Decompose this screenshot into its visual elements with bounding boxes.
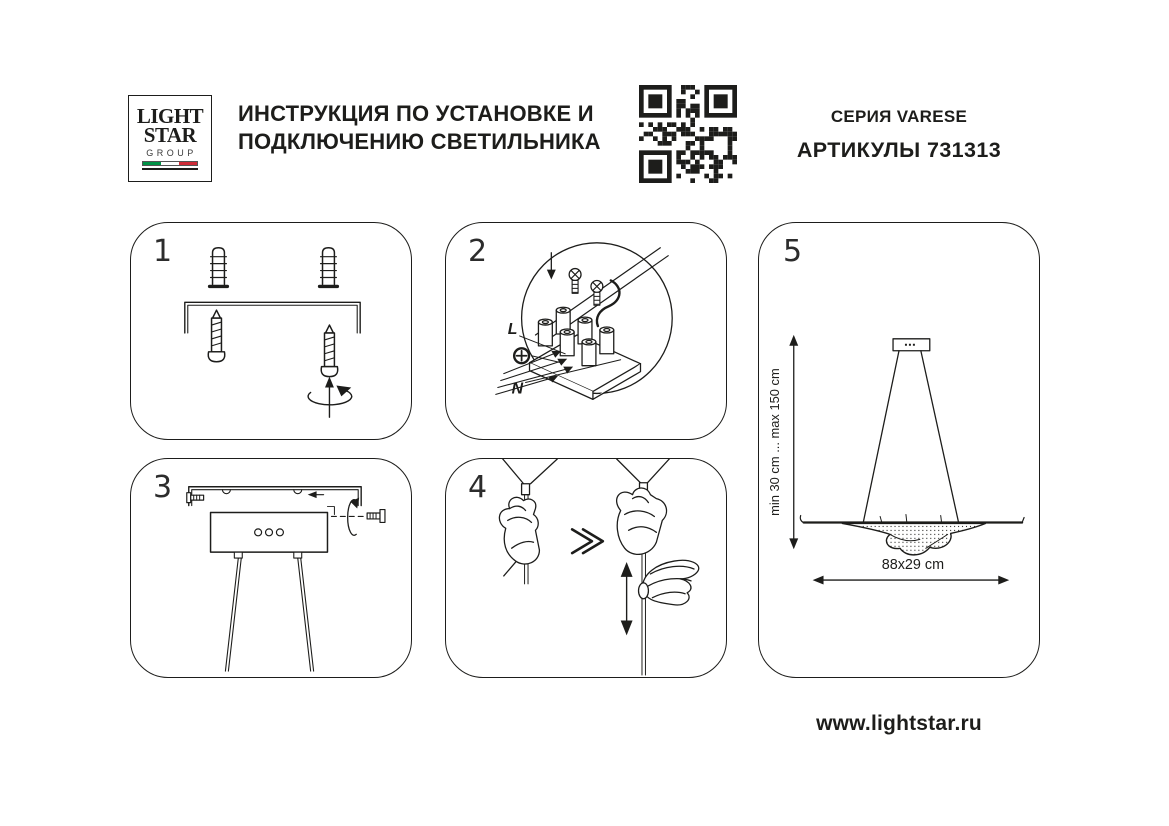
ground-icon	[514, 348, 529, 363]
step-1-number: 1	[153, 234, 173, 269]
italian-flag-icon	[142, 161, 198, 166]
title-line1: ИНСТРУКЦИЯ ПО УСТАНОВКЕ И	[238, 101, 594, 126]
label-live: L	[507, 320, 518, 338]
size-label: 88x29 cm	[881, 557, 945, 574]
width-dimension	[813, 557, 1010, 584]
step-1-panel	[130, 222, 412, 440]
page-title	[238, 100, 601, 156]
article-label: АРТИКУЛЫ 731313	[796, 138, 1002, 162]
series-label: СЕРИЯ VARESE	[830, 107, 968, 126]
step-5-drawing	[759, 223, 1039, 677]
mounting-bracket-icon	[189, 487, 361, 506]
down-arrow-icon	[547, 253, 556, 280]
step-3-panel	[130, 458, 412, 678]
step-4-panel	[445, 458, 727, 678]
step-4-number: 4	[468, 470, 488, 505]
step-1-drawing	[131, 223, 411, 439]
qr-code	[638, 85, 738, 183]
screw-icon	[591, 280, 603, 305]
logo-line1: LIGHT	[136, 104, 204, 128]
cloth-icon	[639, 560, 699, 605]
rotate-arrow-icon	[308, 377, 352, 418]
left-arrow-icon	[308, 491, 324, 498]
step-2-number: 2	[468, 234, 488, 269]
step-3-drawing	[131, 459, 411, 677]
screw-icon	[208, 310, 225, 362]
step-4-drawing	[446, 459, 726, 677]
label-neutral: N	[511, 380, 524, 398]
hand-icon	[499, 497, 539, 576]
screw-icon	[321, 325, 338, 377]
product-info	[770, 107, 1028, 163]
hand-icon	[617, 488, 667, 554]
step-2-panel	[445, 222, 727, 440]
step-5-number: 5	[783, 234, 803, 269]
step-3-number: 3	[153, 470, 173, 505]
height-dimension	[767, 335, 798, 549]
logo-underline	[142, 168, 198, 171]
step-2-drawing	[446, 223, 726, 439]
up-down-arrow-icon	[621, 562, 633, 635]
screw-icon	[187, 493, 204, 503]
suspension-cables-icon	[225, 558, 313, 671]
website-url: www.lightstar.ru	[816, 712, 982, 735]
title-line2: ПОДКЛЮЧЕНИЮ СВЕТИЛЬНИКА	[238, 129, 601, 154]
wall-anchor-icon	[320, 248, 338, 287]
height-range-label: min 30 cm ... max 150 cm	[766, 368, 782, 516]
wall-anchor-icon	[210, 248, 228, 287]
lightstar-logo	[128, 95, 212, 182]
logo-line2: STAR	[143, 123, 197, 147]
pendant-lamp-icon	[800, 339, 1024, 555]
step-5-panel	[758, 222, 1040, 678]
logo-line3: GROUP	[146, 148, 197, 158]
screw-icon	[367, 510, 385, 523]
next-arrow-icon	[572, 529, 603, 553]
canopy-icon	[211, 507, 335, 559]
terminal-block-icon	[530, 307, 641, 399]
screw-icon	[569, 269, 581, 294]
